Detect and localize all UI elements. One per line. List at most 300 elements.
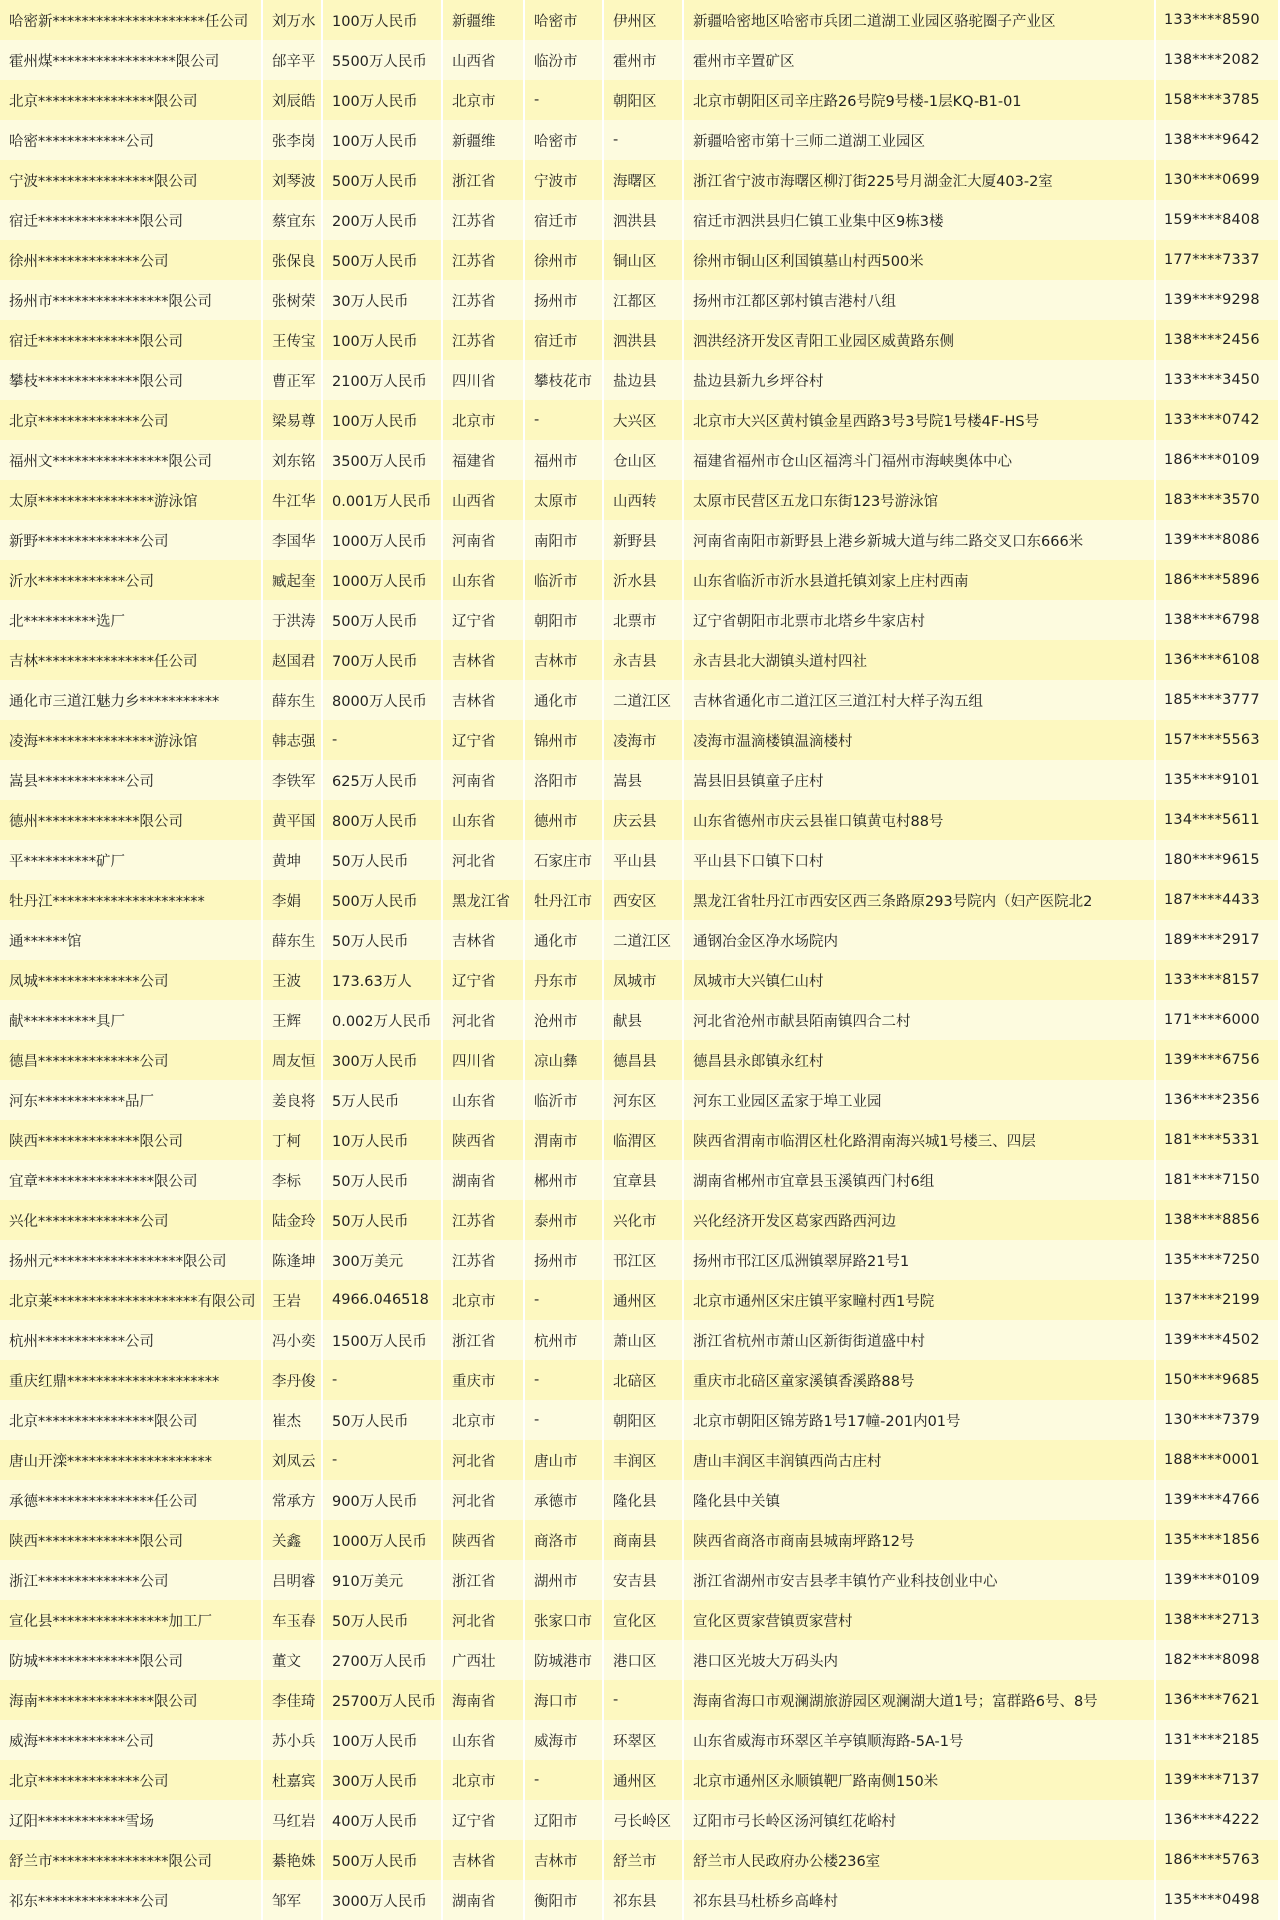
phone-cell: 133****8157 bbox=[1156, 960, 1280, 1000]
phone-cell: 188****0001 bbox=[1156, 1440, 1280, 1480]
registered-capital-cell: 3500万人民币 bbox=[323, 440, 443, 480]
company-name-cell: 宿迁**************限公司 bbox=[0, 320, 263, 360]
province-cell: 辽宁省 bbox=[443, 1800, 525, 1840]
registered-capital-cell: 625万人民币 bbox=[323, 760, 443, 800]
address-cell: 河北省沧州市献县陌南镇四合二村 bbox=[684, 1000, 1156, 1040]
district-cell: 西安区 bbox=[604, 880, 684, 920]
address-cell: 霍州市辛置矿区 bbox=[684, 40, 1156, 80]
address-cell: 北京市朝阳区锦芳路1号17幢-201内01号 bbox=[684, 1400, 1156, 1440]
legal-rep-cell: 李标 bbox=[263, 1160, 323, 1200]
legal-rep-cell: 马红岩 bbox=[263, 1800, 323, 1840]
table-row bbox=[0, 320, 1280, 360]
district-cell: 凌海市 bbox=[604, 720, 684, 760]
district-cell: 通州区 bbox=[604, 1280, 684, 1320]
province-cell: 广西壮 bbox=[443, 1640, 525, 1680]
phone-cell: 139****0109 bbox=[1156, 1560, 1280, 1600]
company-name-cell: 平**********矿厂 bbox=[0, 840, 263, 880]
province-cell: 河南省 bbox=[443, 760, 525, 800]
phone-cell: 136****6108 bbox=[1156, 640, 1280, 680]
legal-rep-cell: 关鑫 bbox=[263, 1520, 323, 1560]
legal-rep-cell: 牛江华 bbox=[263, 480, 323, 520]
district-cell: 沂水县 bbox=[604, 560, 684, 600]
province-cell: 福建省 bbox=[443, 440, 525, 480]
address-cell: 浙江省宁波市海曙区柳汀街225号月湖金汇大厦403-2室 bbox=[684, 160, 1156, 200]
address-cell: 新疆哈密市第十三师二道湖工业园区 bbox=[684, 120, 1156, 160]
address-cell: 凌海市温滴楼镇温滴楼村 bbox=[684, 720, 1156, 760]
company-name-cell: 宿迁**************限公司 bbox=[0, 200, 263, 240]
city-cell: 衡阳市 bbox=[525, 1880, 604, 1920]
legal-rep-cell: 常承方 bbox=[263, 1480, 323, 1520]
address-cell: 祁东县马杜桥乡高峰村 bbox=[684, 1880, 1156, 1920]
company-name-cell: 辽阳************雪场 bbox=[0, 1800, 263, 1840]
city-cell: 通化市 bbox=[525, 920, 604, 960]
company-name-cell: 陕西**************限公司 bbox=[0, 1120, 263, 1160]
legal-rep-cell: 刘凤云 bbox=[263, 1440, 323, 1480]
district-cell: 霍州市 bbox=[604, 40, 684, 80]
company-name-cell: 德昌**************公司 bbox=[0, 1040, 263, 1080]
phone-cell: 180****9615 bbox=[1156, 840, 1280, 880]
phone-cell: 135****9101 bbox=[1156, 760, 1280, 800]
company-name-cell: 徐州**************公司 bbox=[0, 240, 263, 280]
legal-rep-cell: 崔杰 bbox=[263, 1400, 323, 1440]
registered-capital-cell: 100万人民币 bbox=[323, 0, 443, 40]
legal-rep-cell: 董文 bbox=[263, 1640, 323, 1680]
table-row bbox=[0, 1760, 1280, 1800]
company-name-cell: 浙江**************公司 bbox=[0, 1560, 263, 1600]
legal-rep-cell: 张李岗 bbox=[263, 120, 323, 160]
company-name-cell: 北京****************限公司 bbox=[0, 1400, 263, 1440]
company-name-cell: 凌海****************游泳馆 bbox=[0, 720, 263, 760]
table-row bbox=[0, 1240, 1280, 1280]
registered-capital-cell: 8000万人民币 bbox=[323, 680, 443, 720]
phone-cell: 139****8086 bbox=[1156, 520, 1280, 560]
province-cell: 北京市 bbox=[443, 1280, 525, 1320]
district-cell: 河东区 bbox=[604, 1080, 684, 1120]
district-cell: 铜山区 bbox=[604, 240, 684, 280]
city-cell: 临汾市 bbox=[525, 40, 604, 80]
city-cell: 洛阳市 bbox=[525, 760, 604, 800]
registered-capital-cell: 50万人民币 bbox=[323, 920, 443, 960]
phone-cell: 135****0498 bbox=[1156, 1880, 1280, 1920]
legal-rep-cell: 曹正军 bbox=[263, 360, 323, 400]
legal-rep-cell: 黄坤 bbox=[263, 840, 323, 880]
district-cell: 祁东县 bbox=[604, 1880, 684, 1920]
phone-cell: 187****4433 bbox=[1156, 880, 1280, 920]
company-name-cell: 德州**************限公司 bbox=[0, 800, 263, 840]
company-name-cell: 北**********选厂 bbox=[0, 600, 263, 640]
province-cell: 四川省 bbox=[443, 1040, 525, 1080]
phone-cell: 186****5763 bbox=[1156, 1840, 1280, 1880]
city-cell: - bbox=[525, 80, 604, 120]
registered-capital-cell: 25700万人民币 bbox=[323, 1680, 443, 1720]
company-name-cell: 兴化**************公司 bbox=[0, 1200, 263, 1240]
company-name-cell: 北京****************限公司 bbox=[0, 80, 263, 120]
legal-rep-cell: 韩志强 bbox=[263, 720, 323, 760]
legal-rep-cell: 薛东生 bbox=[263, 920, 323, 960]
registered-capital-cell: 4966.046518 bbox=[323, 1280, 443, 1320]
district-cell: 隆化县 bbox=[604, 1480, 684, 1520]
address-cell: 泗洪经济开发区青阳工业园区威黄路东侧 bbox=[684, 320, 1156, 360]
table-row bbox=[0, 600, 1280, 640]
city-cell: 防城港市 bbox=[525, 1640, 604, 1680]
address-cell: 港口区光坡大万码头内 bbox=[684, 1640, 1156, 1680]
company-name-cell: 海南****************限公司 bbox=[0, 1680, 263, 1720]
province-cell: 山东省 bbox=[443, 800, 525, 840]
address-cell: 太原市民营区五龙口东街123号游泳馆 bbox=[684, 480, 1156, 520]
registered-capital-cell: 2100万人民币 bbox=[323, 360, 443, 400]
table-row bbox=[0, 1400, 1280, 1440]
city-cell: 唐山市 bbox=[525, 1440, 604, 1480]
table-row bbox=[0, 80, 1280, 120]
province-cell: 四川省 bbox=[443, 360, 525, 400]
province-cell: 河北省 bbox=[443, 1480, 525, 1520]
city-cell: 吉林市 bbox=[525, 1840, 604, 1880]
address-cell: 北京市通州区永顺镇靶厂路南侧150米 bbox=[684, 1760, 1156, 1800]
registered-capital-cell: 300万美元 bbox=[323, 1240, 443, 1280]
phone-cell: 133****8590 bbox=[1156, 0, 1280, 40]
company-name-cell: 扬州元******************限公司 bbox=[0, 1240, 263, 1280]
address-cell: 唐山丰润区丰润镇西尚古庄村 bbox=[684, 1440, 1156, 1480]
province-cell: 北京市 bbox=[443, 80, 525, 120]
company-name-cell: 舒兰市****************限公司 bbox=[0, 1840, 263, 1880]
company-name-cell: 重庆红鼎********************* bbox=[0, 1360, 263, 1400]
address-cell: 徐州市铜山区利国镇墓山村西500米 bbox=[684, 240, 1156, 280]
city-cell: - bbox=[525, 1280, 604, 1320]
table-row bbox=[0, 1360, 1280, 1400]
registered-capital-cell: 0.002万人民币 bbox=[323, 1000, 443, 1040]
district-cell: 临渭区 bbox=[604, 1120, 684, 1160]
table-row bbox=[0, 120, 1280, 160]
table-row bbox=[0, 280, 1280, 320]
registered-capital-cell: 50万人民币 bbox=[323, 1160, 443, 1200]
legal-rep-cell: 陆金玲 bbox=[263, 1200, 323, 1240]
company-name-cell: 通******馆 bbox=[0, 920, 263, 960]
phone-cell: 186****5896 bbox=[1156, 560, 1280, 600]
table-row bbox=[0, 800, 1280, 840]
district-cell: 萧山区 bbox=[604, 1320, 684, 1360]
province-cell: 吉林省 bbox=[443, 920, 525, 960]
table-row bbox=[0, 480, 1280, 520]
legal-rep-cell: 周友恒 bbox=[263, 1040, 323, 1080]
province-cell: 北京市 bbox=[443, 400, 525, 440]
district-cell: 二道江区 bbox=[604, 920, 684, 960]
registered-capital-cell: - bbox=[323, 720, 443, 760]
city-cell: 宿迁市 bbox=[525, 200, 604, 240]
address-cell: 浙江省湖州市安吉县孝丰镇竹产业科技创业中心 bbox=[684, 1560, 1156, 1600]
city-cell: 朝阳市 bbox=[525, 600, 604, 640]
company-name-cell: 宁波****************限公司 bbox=[0, 160, 263, 200]
table-row bbox=[0, 520, 1280, 560]
city-cell: 哈密市 bbox=[525, 120, 604, 160]
table-row bbox=[0, 1200, 1280, 1240]
registered-capital-cell: 200万人民币 bbox=[323, 200, 443, 240]
address-cell: 德昌县永郎镇永红村 bbox=[684, 1040, 1156, 1080]
table-row bbox=[0, 1720, 1280, 1760]
city-cell: 牡丹江市 bbox=[525, 880, 604, 920]
phone-cell: 138****2082 bbox=[1156, 40, 1280, 80]
legal-rep-cell: 綦艳姝 bbox=[263, 1840, 323, 1880]
phone-cell: 182****8098 bbox=[1156, 1640, 1280, 1680]
province-cell: 浙江省 bbox=[443, 160, 525, 200]
district-cell: 宣化区 bbox=[604, 1600, 684, 1640]
company-name-cell: 霍州煤*****************限公司 bbox=[0, 40, 263, 80]
registered-capital-cell: 800万人民币 bbox=[323, 800, 443, 840]
legal-rep-cell: 刘万水 bbox=[263, 0, 323, 40]
province-cell: 浙江省 bbox=[443, 1320, 525, 1360]
company-name-cell: 扬州市****************限公司 bbox=[0, 280, 263, 320]
city-cell: 南阳市 bbox=[525, 520, 604, 560]
address-cell: 重庆市北碚区童家溪镇香溪路88号 bbox=[684, 1360, 1156, 1400]
company-name-cell: 凤城**************公司 bbox=[0, 960, 263, 1000]
address-cell: 新疆哈密地区哈密市兵团二道湖工业园区骆驼圈子产业区 bbox=[684, 0, 1156, 40]
registered-capital-cell: 30万人民币 bbox=[323, 280, 443, 320]
district-cell: 二道江区 bbox=[604, 680, 684, 720]
registered-capital-cell: 300万人民币 bbox=[323, 1040, 443, 1080]
district-cell: 弓长岭区 bbox=[604, 1800, 684, 1840]
table-row bbox=[0, 960, 1280, 1000]
district-cell: 通州区 bbox=[604, 1760, 684, 1800]
city-cell: 德州市 bbox=[525, 800, 604, 840]
phone-cell: 138****8856 bbox=[1156, 1200, 1280, 1240]
district-cell: 凤城市 bbox=[604, 960, 684, 1000]
table-row bbox=[0, 1520, 1280, 1560]
company-name-cell: 宣化县****************加工厂 bbox=[0, 1600, 263, 1640]
table-row bbox=[0, 200, 1280, 240]
province-cell: 辽宁省 bbox=[443, 720, 525, 760]
address-cell: 扬州市江都区郭村镇吉港村八组 bbox=[684, 280, 1156, 320]
province-cell: 陕西省 bbox=[443, 1520, 525, 1560]
company-name-cell: 嵩县************公司 bbox=[0, 760, 263, 800]
city-cell: 通化市 bbox=[525, 680, 604, 720]
legal-rep-cell: 李丹俊 bbox=[263, 1360, 323, 1400]
province-cell: 河北省 bbox=[443, 1440, 525, 1480]
city-cell: 宁波市 bbox=[525, 160, 604, 200]
province-cell: 山西省 bbox=[443, 480, 525, 520]
district-cell: 舒兰市 bbox=[604, 1840, 684, 1880]
table-row bbox=[0, 1160, 1280, 1200]
district-cell: 新野县 bbox=[604, 520, 684, 560]
province-cell: 山西省 bbox=[443, 40, 525, 80]
registered-capital-cell: 2700万人民币 bbox=[323, 1640, 443, 1680]
district-cell: 北碚区 bbox=[604, 1360, 684, 1400]
province-cell: 河北省 bbox=[443, 840, 525, 880]
city-cell: - bbox=[525, 1760, 604, 1800]
district-cell: 伊州区 bbox=[604, 0, 684, 40]
table-row bbox=[0, 1000, 1280, 1040]
legal-rep-cell: 邰辛平 bbox=[263, 40, 323, 80]
registered-capital-cell: 500万人民币 bbox=[323, 240, 443, 280]
legal-rep-cell: 张保良 bbox=[263, 240, 323, 280]
city-cell: 张家口市 bbox=[525, 1600, 604, 1640]
table-row bbox=[0, 40, 1280, 80]
district-cell: 仓山区 bbox=[604, 440, 684, 480]
address-cell: 山东省临沂市沂水县道托镇刘家上庄村西南 bbox=[684, 560, 1156, 600]
city-cell: 徐州市 bbox=[525, 240, 604, 280]
province-cell: 浙江省 bbox=[443, 1560, 525, 1600]
district-cell: 盐边县 bbox=[604, 360, 684, 400]
province-cell: 江苏省 bbox=[443, 200, 525, 240]
city-cell: 扬州市 bbox=[525, 1240, 604, 1280]
company-name-cell: 献**********具厂 bbox=[0, 1000, 263, 1040]
province-cell: 黑龙江省 bbox=[443, 880, 525, 920]
registered-capital-cell: 1000万人民币 bbox=[323, 520, 443, 560]
table-row bbox=[0, 1680, 1280, 1720]
address-cell: 嵩县旧县镇童子庄村 bbox=[684, 760, 1156, 800]
company-name-cell: 杭州************公司 bbox=[0, 1320, 263, 1360]
table-row bbox=[0, 440, 1280, 480]
address-cell: 平山县下口镇下口村 bbox=[684, 840, 1156, 880]
company-name-cell: 陕西**************限公司 bbox=[0, 1520, 263, 1560]
phone-cell: 136****2356 bbox=[1156, 1080, 1280, 1120]
table-row bbox=[0, 840, 1280, 880]
address-cell: 扬州市邗江区瓜洲镇翠屏路21号1 bbox=[684, 1240, 1156, 1280]
legal-rep-cell: 吕明睿 bbox=[263, 1560, 323, 1600]
province-cell: 重庆市 bbox=[443, 1360, 525, 1400]
district-cell: 嵩县 bbox=[604, 760, 684, 800]
city-cell: 辽阳市 bbox=[525, 1800, 604, 1840]
city-cell: 郴州市 bbox=[525, 1160, 604, 1200]
phone-cell: 130****0699 bbox=[1156, 160, 1280, 200]
registered-capital-cell: 1000万人民币 bbox=[323, 560, 443, 600]
table-row bbox=[0, 1120, 1280, 1160]
address-cell: 辽阳市弓长岭区汤河镇红花峪村 bbox=[684, 1800, 1156, 1840]
table-row bbox=[0, 720, 1280, 760]
address-cell: 河南省南阳市新野县上港乡新城大道与纬二路交叉口东666米 bbox=[684, 520, 1156, 560]
phone-cell: 181****7150 bbox=[1156, 1160, 1280, 1200]
registered-capital-cell: - bbox=[323, 1440, 443, 1480]
phone-cell: 139****4766 bbox=[1156, 1480, 1280, 1520]
city-cell: 锦州市 bbox=[525, 720, 604, 760]
legal-rep-cell: 黄平国 bbox=[263, 800, 323, 840]
city-cell: - bbox=[525, 1400, 604, 1440]
province-cell: 北京市 bbox=[443, 1400, 525, 1440]
city-cell: 哈密市 bbox=[525, 0, 604, 40]
city-cell: 杭州市 bbox=[525, 1320, 604, 1360]
city-cell: 临沂市 bbox=[525, 1080, 604, 1120]
registered-capital-cell: 1500万人民币 bbox=[323, 1320, 443, 1360]
legal-rep-cell: 刘东铭 bbox=[263, 440, 323, 480]
district-cell: 环翠区 bbox=[604, 1720, 684, 1760]
city-cell: 福州市 bbox=[525, 440, 604, 480]
address-cell: 陕西省渭南市临渭区杜化路渭南海兴城1号楼三、四层 bbox=[684, 1120, 1156, 1160]
district-cell: 泗洪县 bbox=[604, 320, 684, 360]
company-name-cell: 牡丹江********************* bbox=[0, 880, 263, 920]
legal-rep-cell: 苏小兵 bbox=[263, 1720, 323, 1760]
table-row bbox=[0, 1040, 1280, 1080]
address-cell: 山东省德州市庆云县崔口镇黄屯村88号 bbox=[684, 800, 1156, 840]
address-cell: 陕西省商洛市商南县城南坪路12号 bbox=[684, 1520, 1156, 1560]
table-row bbox=[0, 680, 1280, 720]
phone-cell: 130****7379 bbox=[1156, 1400, 1280, 1440]
company-name-cell: 哈密************公司 bbox=[0, 120, 263, 160]
table-row bbox=[0, 160, 1280, 200]
legal-rep-cell: 王辉 bbox=[263, 1000, 323, 1040]
company-name-cell: 宜章****************限公司 bbox=[0, 1160, 263, 1200]
table-row bbox=[0, 560, 1280, 600]
city-cell: 承德市 bbox=[525, 1480, 604, 1520]
registered-capital-cell: 10万人民币 bbox=[323, 1120, 443, 1160]
registered-capital-cell: 5万人民币 bbox=[323, 1080, 443, 1120]
phone-cell: 138****6798 bbox=[1156, 600, 1280, 640]
phone-cell: 181****5331 bbox=[1156, 1120, 1280, 1160]
district-cell: 献县 bbox=[604, 1000, 684, 1040]
legal-rep-cell: 刘琴波 bbox=[263, 160, 323, 200]
table-row bbox=[0, 0, 1280, 40]
legal-rep-cell: 于洪涛 bbox=[263, 600, 323, 640]
city-cell: 泰州市 bbox=[525, 1200, 604, 1240]
address-cell: 宿迁市泗洪县归仁镇工业集中区9栋3楼 bbox=[684, 200, 1156, 240]
province-cell: 陕西省 bbox=[443, 1120, 525, 1160]
district-cell: 北票市 bbox=[604, 600, 684, 640]
address-cell: 浙江省杭州市萧山区新街街道盛中村 bbox=[684, 1320, 1156, 1360]
phone-cell: 171****6000 bbox=[1156, 1000, 1280, 1040]
district-cell: 商南县 bbox=[604, 1520, 684, 1560]
district-cell: 平山县 bbox=[604, 840, 684, 880]
province-cell: 河北省 bbox=[443, 1000, 525, 1040]
city-cell: 商洛市 bbox=[525, 1520, 604, 1560]
registered-capital-cell: 5500万人民币 bbox=[323, 40, 443, 80]
company-name-cell: 吉林****************任公司 bbox=[0, 640, 263, 680]
legal-rep-cell: 王波 bbox=[263, 960, 323, 1000]
district-cell: 丰润区 bbox=[604, 1440, 684, 1480]
province-cell: 江苏省 bbox=[443, 280, 525, 320]
company-name-cell: 承德****************任公司 bbox=[0, 1480, 263, 1520]
table-row bbox=[0, 880, 1280, 920]
city-cell: 渭南市 bbox=[525, 1120, 604, 1160]
district-cell: 庆云县 bbox=[604, 800, 684, 840]
district-cell: 泗洪县 bbox=[604, 200, 684, 240]
registered-capital-cell: 50万人民币 bbox=[323, 840, 443, 880]
company-name-cell: 祁东**************公司 bbox=[0, 1880, 263, 1920]
address-cell: 隆化县中关镇 bbox=[684, 1480, 1156, 1520]
phone-cell: 136****7621 bbox=[1156, 1680, 1280, 1720]
phone-cell: 157****5563 bbox=[1156, 720, 1280, 760]
province-cell: 新疆维 bbox=[443, 120, 525, 160]
district-cell: 山西转 bbox=[604, 480, 684, 520]
legal-rep-cell: 薛东生 bbox=[263, 680, 323, 720]
legal-rep-cell: 李铁军 bbox=[263, 760, 323, 800]
phone-cell: 138****2456 bbox=[1156, 320, 1280, 360]
district-cell: 邗江区 bbox=[604, 1240, 684, 1280]
province-cell: 湖南省 bbox=[443, 1880, 525, 1920]
district-cell: 兴化市 bbox=[604, 1200, 684, 1240]
legal-rep-cell: 李佳琦 bbox=[263, 1680, 323, 1720]
address-cell: 北京市通州区宋庄镇平家疃村西1号院 bbox=[684, 1280, 1156, 1320]
province-cell: 河北省 bbox=[443, 1600, 525, 1640]
company-name-cell: 河东************品厂 bbox=[0, 1080, 263, 1120]
registered-capital-cell: 500万人民币 bbox=[323, 880, 443, 920]
table-row bbox=[0, 640, 1280, 680]
company-name-cell: 新野**************公司 bbox=[0, 520, 263, 560]
address-cell: 吉林省通化市二道江区三道江村大样子沟五组 bbox=[684, 680, 1156, 720]
table-row bbox=[0, 240, 1280, 280]
address-cell: 黑龙江省牡丹江市西安区西三条路原293号院内（妇产医院北2 bbox=[684, 880, 1156, 920]
city-cell: 湖州市 bbox=[525, 1560, 604, 1600]
phone-cell: 133****3450 bbox=[1156, 360, 1280, 400]
table-row bbox=[0, 1480, 1280, 1520]
district-cell: 安吉县 bbox=[604, 1560, 684, 1600]
city-cell: 临沂市 bbox=[525, 560, 604, 600]
address-cell: 宣化区贾家营镇贾家营村 bbox=[684, 1600, 1156, 1640]
district-cell: - bbox=[604, 1680, 684, 1720]
province-cell: 湖南省 bbox=[443, 1160, 525, 1200]
legal-rep-cell: 陈逢坤 bbox=[263, 1240, 323, 1280]
registered-capital-cell: 50万人民币 bbox=[323, 1400, 443, 1440]
table-row bbox=[0, 760, 1280, 800]
district-cell: 宜章县 bbox=[604, 1160, 684, 1200]
company-name-cell: 防城**************限公司 bbox=[0, 1640, 263, 1680]
phone-cell: 139****9298 bbox=[1156, 280, 1280, 320]
